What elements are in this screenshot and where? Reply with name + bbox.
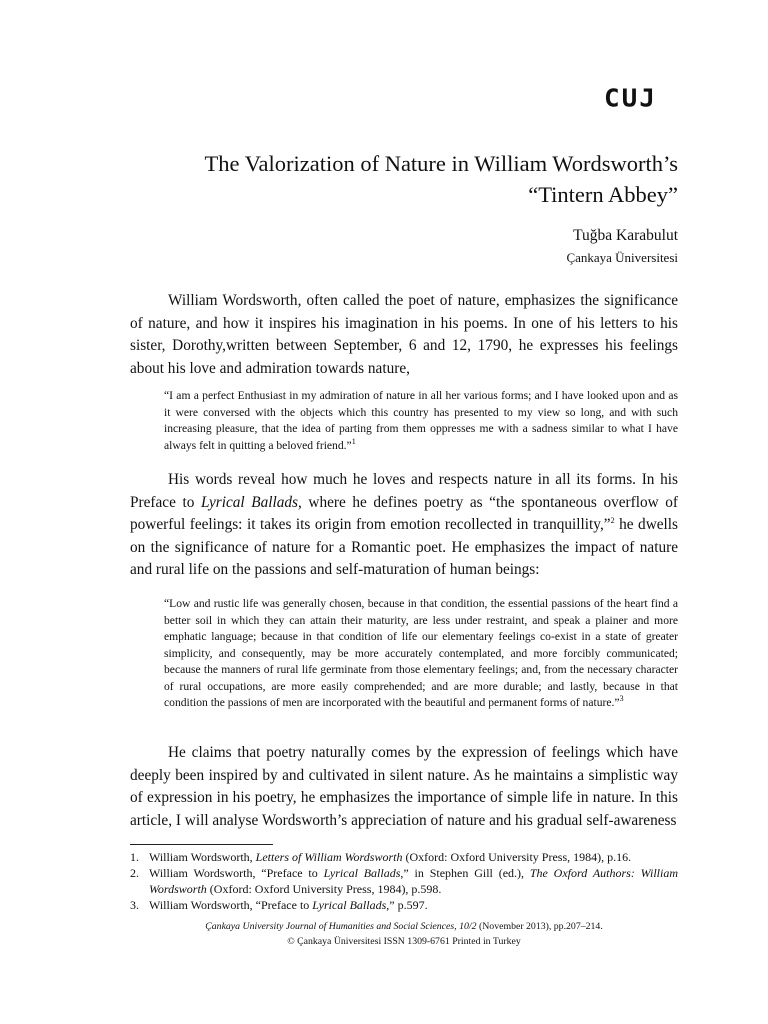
paragraph-2-part-c: he dwells on the significance of nature for a Romantic poet. He emphasizes the impact of nature and rural life on the passions and self-maturation of human beings: xyxy=(130,516,678,578)
footnote-text: William Wordsworth, “Preface to xyxy=(149,866,324,880)
footnote-2 xyxy=(130,865,678,897)
footnote-ref-3: 3 xyxy=(619,694,624,704)
article-title-line-2: “Tintern Abbey” xyxy=(528,182,678,207)
footnote-italic: Lyrical Ballads xyxy=(323,866,401,880)
author-name: Tuğba Karabulut xyxy=(573,227,678,244)
lyrical-ballads-title: Lyrical Ballads xyxy=(200,493,299,511)
footnote-ref-1: 1 xyxy=(351,436,356,446)
footnote-italic: Lyrical Ballads xyxy=(312,898,387,912)
paragraph-2-part-b: , where he defines poetry as “the spontaneous overflow of powerful feelings: it takes its origin from emotion recollected in tranquillity,” xyxy=(130,493,679,533)
copyright-line: © Çankaya Üniversitesi ISSN 1309-6761 Printed in Turkey xyxy=(287,936,521,947)
footnote-text: (Oxford: Oxford University Press, 1984), p.598. xyxy=(206,882,442,896)
footnote-text: (Oxford: Oxford University Press, 1984), p.16. xyxy=(402,850,632,864)
block-quote-2-text: “Low and rustic life was generally chosen, because in that condition, the essential passions of the heart find a better soil in which they can attain their maturity, are less under restraint, and speak a plainer and more emphatic language; because in that condition of life our elementary feelings co-exist in a state of greater simplicity, and consequently, may be more accurately contemplated, and more forcibly communicated; because the manners of rural life germinate from those elementary feelings; and, from the necessary character of rural occupations, are more easily comprehended; and are more durable; and lastly, because in that condition the passions of men are incorporated with the beautiful and permanent forms of nature.” xyxy=(164,597,678,709)
journal-logo: CUJ xyxy=(604,84,657,114)
article-title xyxy=(130,148,678,210)
footnote-text: ,” in Stephen Gill (ed.), xyxy=(400,866,530,880)
paragraph-2-part-a: His words reveal how much he loves and respects nature in all its forms. In his Preface to xyxy=(130,471,678,511)
footnote-number: 2. xyxy=(130,866,139,880)
block-quote-1 xyxy=(164,388,678,454)
journal-name: Çankaya University Journal of Humanities and Social Sciences, 10/2 xyxy=(205,921,477,932)
author-affiliation: Çankaya Üniversitesi xyxy=(566,250,678,265)
footnote-number: 1. xyxy=(130,850,139,864)
block-quote-1-text: “I am a perfect Enthusiast in my admiration of nature in all her various forms; and I have looked upon and as it were conversed with the objects which this country has presented to my view so long, and with such increasing pleasure, that the idea of parting from them oppresses me with a sadness similar to what I have always felt in quitting a beloved friend.” xyxy=(164,389,678,452)
footnote-list xyxy=(130,849,678,913)
footnote-text: ,” p.597. xyxy=(386,898,428,912)
footnote-italic: The Oxford Authors: William Wordsworth xyxy=(149,866,678,896)
footnote-3 xyxy=(130,897,678,913)
footnote-divider xyxy=(130,844,273,845)
footnote-ref-2: 2 xyxy=(610,515,615,525)
footnote-italic: Letters of William Wordsworth xyxy=(255,850,403,864)
footnote-1 xyxy=(130,849,678,865)
article-title-line-1: The Valorization of Nature in William Wordsworth’s xyxy=(204,151,678,176)
paragraph-2 xyxy=(130,469,678,582)
footnote-number: 3. xyxy=(130,898,139,912)
footnote-text: William Wordsworth, xyxy=(149,850,256,864)
paragraph-3: He claims that poetry naturally comes by the expression of feelings which have deeply been inspired by and cultivated in silent nature. As he maintains a simplistic way of expression in his poetry, he emphasizes the importance of simple life in nature. In this article, I will analyse Wordsworth’s appreciation of nature and his gradual self-awareness xyxy=(130,744,678,829)
journal-citation xyxy=(130,921,678,932)
journal-issue: (November 2013), pp.207–214. xyxy=(476,921,603,932)
footnote-text: William Wordsworth, “Preface to xyxy=(149,898,313,912)
block-quote-2 xyxy=(164,596,678,712)
paragraph-1: William Wordsworth, often called the poet of nature, emphasizes the significance of nature, and how it inspires his imagination in his poems. In one of his letters to his sister, Dorothy,written between September, 6 and 12, 1790, he expresses his feelings about his love and admiration towards nature, xyxy=(130,292,678,377)
